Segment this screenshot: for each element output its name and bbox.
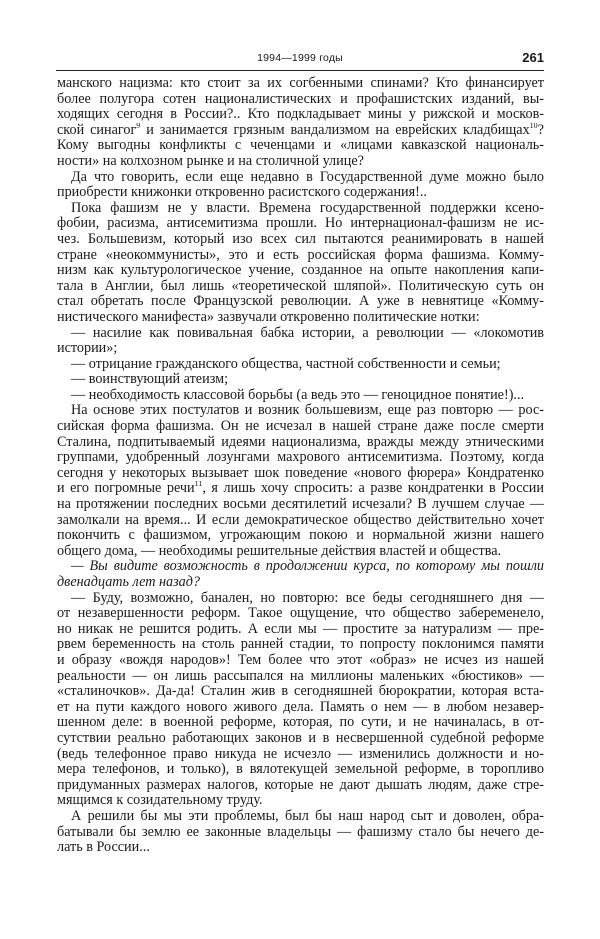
text-fragment: батывали бы землю ее законные владельцы — фашизму стало бы нечего де- (57, 824, 544, 840)
text-line (57, 232, 544, 248)
text-line (57, 653, 544, 669)
text-fragment: ет на пути каждого нового живого дела. Память о нем — в любом незавер- (57, 699, 544, 715)
text-line (57, 248, 544, 264)
text-fragment: покончить с фашизмом, угрожающим покою и нормальной жизни нашего (57, 528, 544, 544)
footnote-ref: 9 (136, 122, 141, 130)
text-line (57, 216, 544, 232)
text-line (57, 731, 544, 747)
text-line (57, 528, 544, 544)
page-number: 261 (522, 50, 544, 65)
text-fragment: лать в России... (57, 840, 150, 856)
running-header (56, 50, 544, 71)
text-fragment: фобии, расизма, антисемитизма прошли. Но интернационал-фашизм не ис- (57, 216, 544, 232)
text-fragment: и его погромные речи (57, 481, 195, 497)
text-line (57, 403, 544, 419)
text-line (57, 372, 544, 388)
text-line (57, 513, 544, 529)
text-fragment: ходящих сегодня в России?.. Кто подкладывает мины у рижской и москов- (57, 107, 544, 123)
text-fragment: на протяжении последних восьми десятилетий исчезали? В лучшем случае — (57, 497, 544, 513)
text-line (57, 591, 544, 607)
footnote-ref: 11 (194, 481, 203, 489)
text-line (57, 622, 544, 638)
text-line (57, 92, 544, 108)
text-fragment: шенном деле: в военной реформе, которая, по сути, и не начиналась, в от- (57, 715, 544, 731)
text-fragment: — Буду, возможно, банален, но повторю: все беды сегодняшнего дня — (71, 590, 544, 606)
text-fragment: мера телефонов, и только), в вялотекущей земельной реформе, в торопливо (57, 762, 544, 778)
text-fragment: Кому выгодны конфликты с чеченцами и «лицами кавказской националь- (57, 138, 544, 154)
text-fragment: мящимся к созидательному труду. (57, 793, 263, 809)
text-fragment: истории»; (57, 341, 118, 357)
text-line (57, 450, 544, 466)
text-fragment: придуманных размерах налогов, которые не дают дышать людям, даже стре- (57, 777, 544, 793)
text-line (57, 466, 544, 482)
text-fragment: — воинствующий атеизм; (71, 372, 229, 388)
text-line (57, 700, 544, 716)
text-fragment: чез. Большевизм, который изо всех сил пытаются реанимировать в нашей (57, 231, 544, 247)
text-line (57, 840, 544, 856)
text-fragment: более полугора сотен националистических и профашистских изданий, вы- (57, 91, 544, 107)
text-line (57, 778, 544, 794)
text-fragment: манского нацизма: кто стоит за их согбенными спинами? Кто финансирует (57, 76, 544, 91)
text-line (57, 497, 544, 513)
text-fragment: — необходимость классовой борьбы (а ведь это — геноцидное понятие!)... (71, 387, 525, 403)
text-fragment: (ведь телефонное право никуда не исчезло — изменились должности и но- (57, 746, 544, 762)
text-fragment: общего дома, — необходимы решительные действия властей и общества. (57, 543, 502, 559)
text-fragment: группами, удобренный лозунгами махрового антисемитизма. Поэтому, когда (57, 450, 544, 466)
text-line (57, 138, 544, 154)
text-line (57, 326, 544, 342)
text-fragment: Сталина, подпитываемый идеями национализма, вражды между этническими (57, 434, 544, 450)
text-line (57, 559, 544, 575)
text-fragment: от незавершенности реформ. Такое ощущение, что общество забеременело, (57, 606, 544, 622)
text-fragment: и образу «вождя народов»! Тем более что этот «образ» не исчез из нашей (57, 652, 544, 668)
body-text (57, 76, 544, 856)
text-line (57, 76, 544, 92)
text-fragment: — отрицание гражданского общества, частной собственности и семьи; (71, 356, 501, 372)
text-fragment: реальности — он лишь рассыпался на миллионы маленьких «бюстиков» — (57, 668, 544, 684)
text-fragment: низм как культурологическое учение, созданное на опыте накопления капи- (57, 263, 544, 279)
text-line (57, 481, 544, 497)
text-fragment: А решили бы мы эти проблемы, был бы наш народ сыт и доволен, обра- (71, 808, 544, 824)
text-fragment: но никак не решится родить. А если мы — простите за натурализм — пре- (57, 621, 544, 637)
text-line (57, 715, 544, 731)
text-fragment: замолкали на время... И если демократическое общество действительно хочет (57, 512, 544, 528)
text-fragment: двенадцать лет назад? (57, 575, 201, 590)
text-line (57, 747, 544, 763)
text-fragment: сутствии реально работающих законов и в несвершенной судебной реформе (57, 730, 544, 746)
text-line (57, 575, 544, 591)
text-fragment: сегодня у некоторых вызывает шок поведение «нового фюрера» Кондратенко (57, 465, 544, 481)
text-line (57, 606, 544, 622)
text-fragment: ности» на колхозном рынке и на столичной улице? (57, 153, 364, 169)
text-line (57, 310, 544, 326)
text-line (57, 809, 544, 825)
text-fragment: рвем беременность на столь ранней стадии, то попросту поклонимся памяти (57, 637, 544, 653)
text-fragment: стал обретать после Французской революции. А уже в невнятице «Комму- (57, 294, 544, 310)
text-line (57, 185, 544, 201)
text-fragment: нистического манифеста» зазвучали откровенно политические нотки: (57, 309, 480, 325)
text-line (57, 435, 544, 451)
text-line (57, 637, 544, 653)
text-line (57, 357, 544, 373)
text-fragment: , я лишь хочу спросить: а разве кондратенки в России (202, 481, 544, 497)
text-line (57, 170, 544, 186)
text-line (57, 544, 544, 560)
text-fragment: — насилие как повивальная бабка истории, а революции — «локомотив (71, 325, 544, 341)
running-title: 1994—1999 годы (257, 52, 343, 64)
text-fragment: сийская форма фашизма. Он не исчезал в нашей стране даже после смерти (57, 419, 544, 435)
text-fragment: стране «неокоммунисты», это и есть российская форма фашизма. Комму- (57, 247, 544, 263)
text-fragment: тала в Англии, был лишь «теоретической шляпой». Политическую суть он (57, 278, 544, 294)
text-fragment: приобрести книжонки откровенно расистского содержания!.. (57, 185, 427, 201)
text-line (57, 793, 544, 809)
text-line (57, 123, 544, 139)
text-line (57, 684, 544, 700)
text-line (57, 669, 544, 685)
text-line (57, 279, 544, 295)
text-line (57, 388, 544, 404)
text-fragment: и занимается грязным вандализмом на еврейских кладбищах (140, 122, 530, 138)
text-line (57, 154, 544, 170)
text-fragment: — Вы видите возможность в продолжении курса, по которому мы пошли (71, 559, 544, 575)
text-line (57, 294, 544, 310)
text-line (57, 825, 544, 841)
text-line (57, 107, 544, 123)
text-fragment: ? (537, 122, 544, 138)
text-fragment: Пока фашизм не у власти. Времена государственной поддержки ксено- (71, 200, 544, 216)
text-fragment: На основе этих постулатов и возник большевизм, еще раз повторю — рос- (71, 403, 544, 419)
text-line (57, 762, 544, 778)
footnote-ref: 10 (529, 122, 538, 130)
text-line (57, 201, 544, 217)
text-fragment: «сталиночков». Да-да! Сталин жив в сегодняшней бюрократии, которая вста- (57, 684, 544, 700)
text-fragment: Да что говорить, если еще недавно в Государственной думе можно было (71, 169, 544, 185)
text-line (57, 341, 544, 357)
text-fragment: ской синагог (57, 122, 137, 138)
text-line (57, 419, 544, 435)
text-line (57, 263, 544, 279)
